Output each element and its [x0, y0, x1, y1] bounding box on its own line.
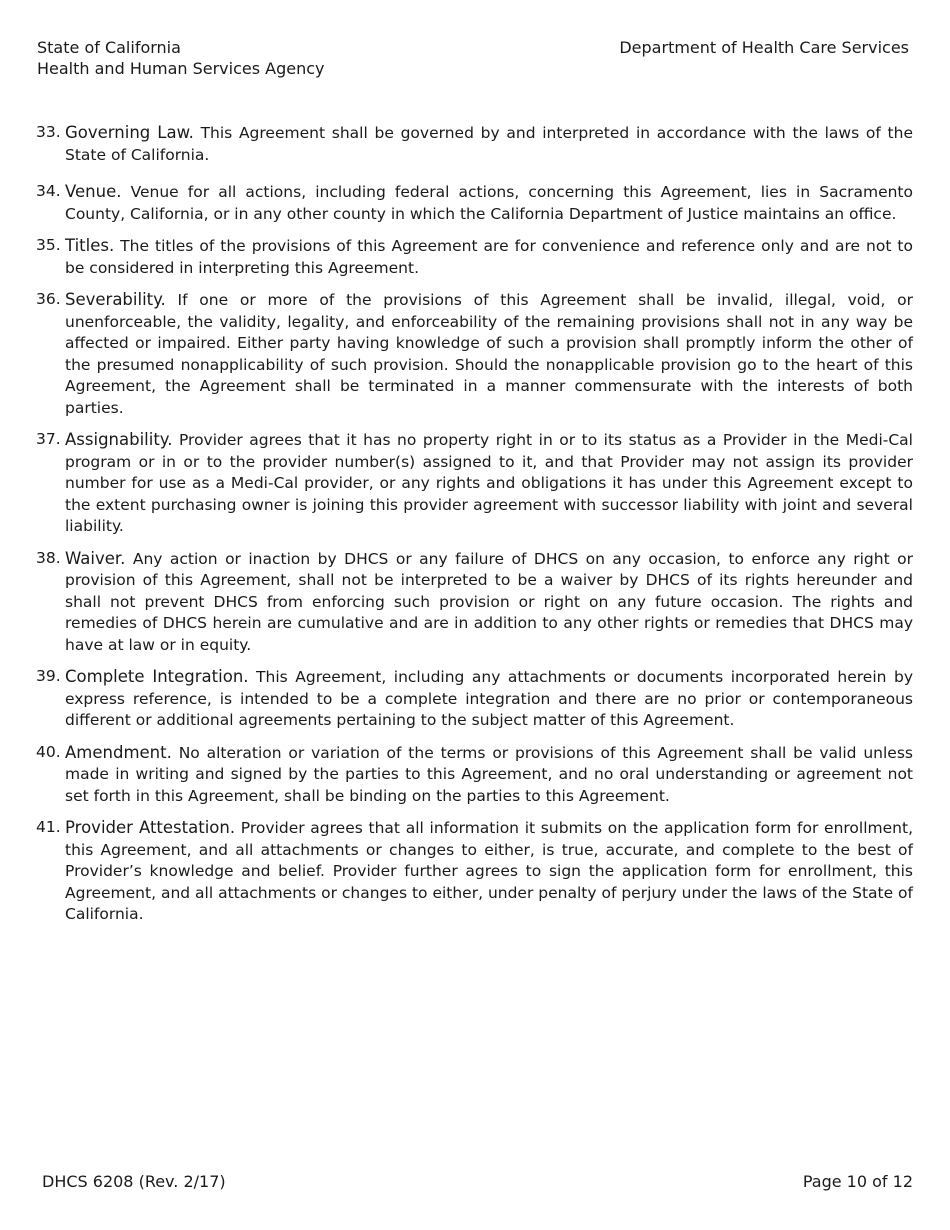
clause-text: If one or more of the provisions of this Agreement shall be invalid, illegal, void, or unenforceable, the validity, legality, and enforceability of the remaining provisions shall not in any way be affected or impaired. Either party having knowledge of such a provision shall promptly inform the other of the presumed nonapplicability of such provision. Should the nonapplicable provision go to the heart of this Agreement, the Agreement shall be terminated in a manner commensurate with the interests of both parties. — [65, 291, 913, 417]
clause-text: The titles of the provisions of this Agreement are for convenience and reference only and are not to be considered in interpreting this Agreement. — [65, 237, 913, 277]
clause-provider-attestation — [36, 817, 913, 926]
clause-amendment — [36, 742, 913, 808]
clause-number: 41. — [36, 818, 61, 836]
clause-text: This Agreement shall be governed by and interpreted in accordance with the laws of the State of California. — [65, 124, 913, 164]
clause-number: 39. — [36, 667, 61, 685]
clause-text: Any action or inaction by DHCS or any failure of DHCS on any occasion, to enforce any right or provision of this Agreement, shall not be interpreted to be a waiver by DHCS of its rights hereunder and shall not prevent DHCS from enforcing such provision or right on any future occasion. The rights and remedies of DHCS herein are cumulative and are in addition to any other rights or remedies that DHCS may have at law or in equity. — [65, 549, 913, 654]
clause-title: Venue. — [65, 182, 122, 201]
page-header-agency — [37, 37, 325, 79]
clause-complete-integration — [36, 666, 913, 732]
clause-title: Provider Attestation. — [65, 818, 236, 837]
footer-form-id: DHCS 6208 (Rev. 2/17) — [42, 1172, 226, 1191]
clause-title: Assignability. — [65, 430, 173, 449]
clause-number: 35. — [36, 236, 61, 254]
clause-number: 37. — [36, 430, 61, 448]
footer-page-number: Page 10 of 12 — [802, 1172, 913, 1191]
clause-title: Severability. — [65, 290, 166, 309]
clause-title: Waiver. — [65, 548, 126, 568]
clause-number: 33. — [36, 123, 61, 141]
clause-title: Complete Integration. — [65, 667, 249, 686]
clause-list — [36, 122, 913, 936]
clause-governing-law — [36, 122, 913, 166]
clause-assignability — [36, 429, 913, 538]
clause-severability — [36, 289, 913, 419]
clause-text: Provider agrees that it has no property right in or to its status as a Provider in the Medi-Cal program or in or to the provider number(s) assigned to it, and that Provider may not assign its provider number for use as a Medi-Cal provider, or any rights and obligations it has under this Agreement except to the extent purchasing owner is joining this provider agreement with successor liability with joint and several liability. — [65, 431, 913, 535]
clause-number: 38. — [36, 548, 61, 567]
clause-text: No alteration or variation of the terms or provisions of this Agreement shall be valid unless made in writing and signed by the parties to this Agreement, and no oral understanding or agreement not set forth in this Agreement, shall be binding on the parties to this Agreement. — [65, 743, 913, 805]
clause-number: 36. — [36, 290, 61, 308]
clause-titles — [36, 235, 913, 279]
clause-number: 34. — [36, 182, 61, 200]
clause-text: Venue for all actions, including federal actions, concerning this Agreement, lies in Sacramento County, California, or in any other county in which the California Department of Justice maintains an office. — [65, 183, 913, 223]
header-department: Department of Health Care Services — [619, 38, 909, 57]
clause-title: Governing Law. — [65, 123, 194, 142]
header-state: State of California — [37, 38, 181, 57]
clause-text: This Agreement, including any attachments or documents incorporated herein by express reference, is intended to be a complete integration and there are no prior or contemporaneous different or additional agreements pertaining to the subject matter of this Agreement. — [65, 668, 913, 729]
clause-number: 40. — [36, 742, 61, 761]
header-agency: Health and Human Services Agency — [37, 59, 325, 78]
clause-title: Amendment. — [65, 742, 172, 762]
clause-title: Titles. — [65, 236, 115, 255]
clause-venue — [36, 181, 913, 225]
clause-text: Provider agrees that all information it submits on the application form for enrollment, this Agreement, and all attachments or changes to either, is true, accurate, and complete to the best of Provider’s knowledge and belief. Provider further agrees to sign the application form for enrollment, this Agreement, and all attachments or changes to either, under penalty of perjury under the laws of the State of California. — [65, 819, 913, 923]
clause-waiver — [36, 548, 913, 657]
